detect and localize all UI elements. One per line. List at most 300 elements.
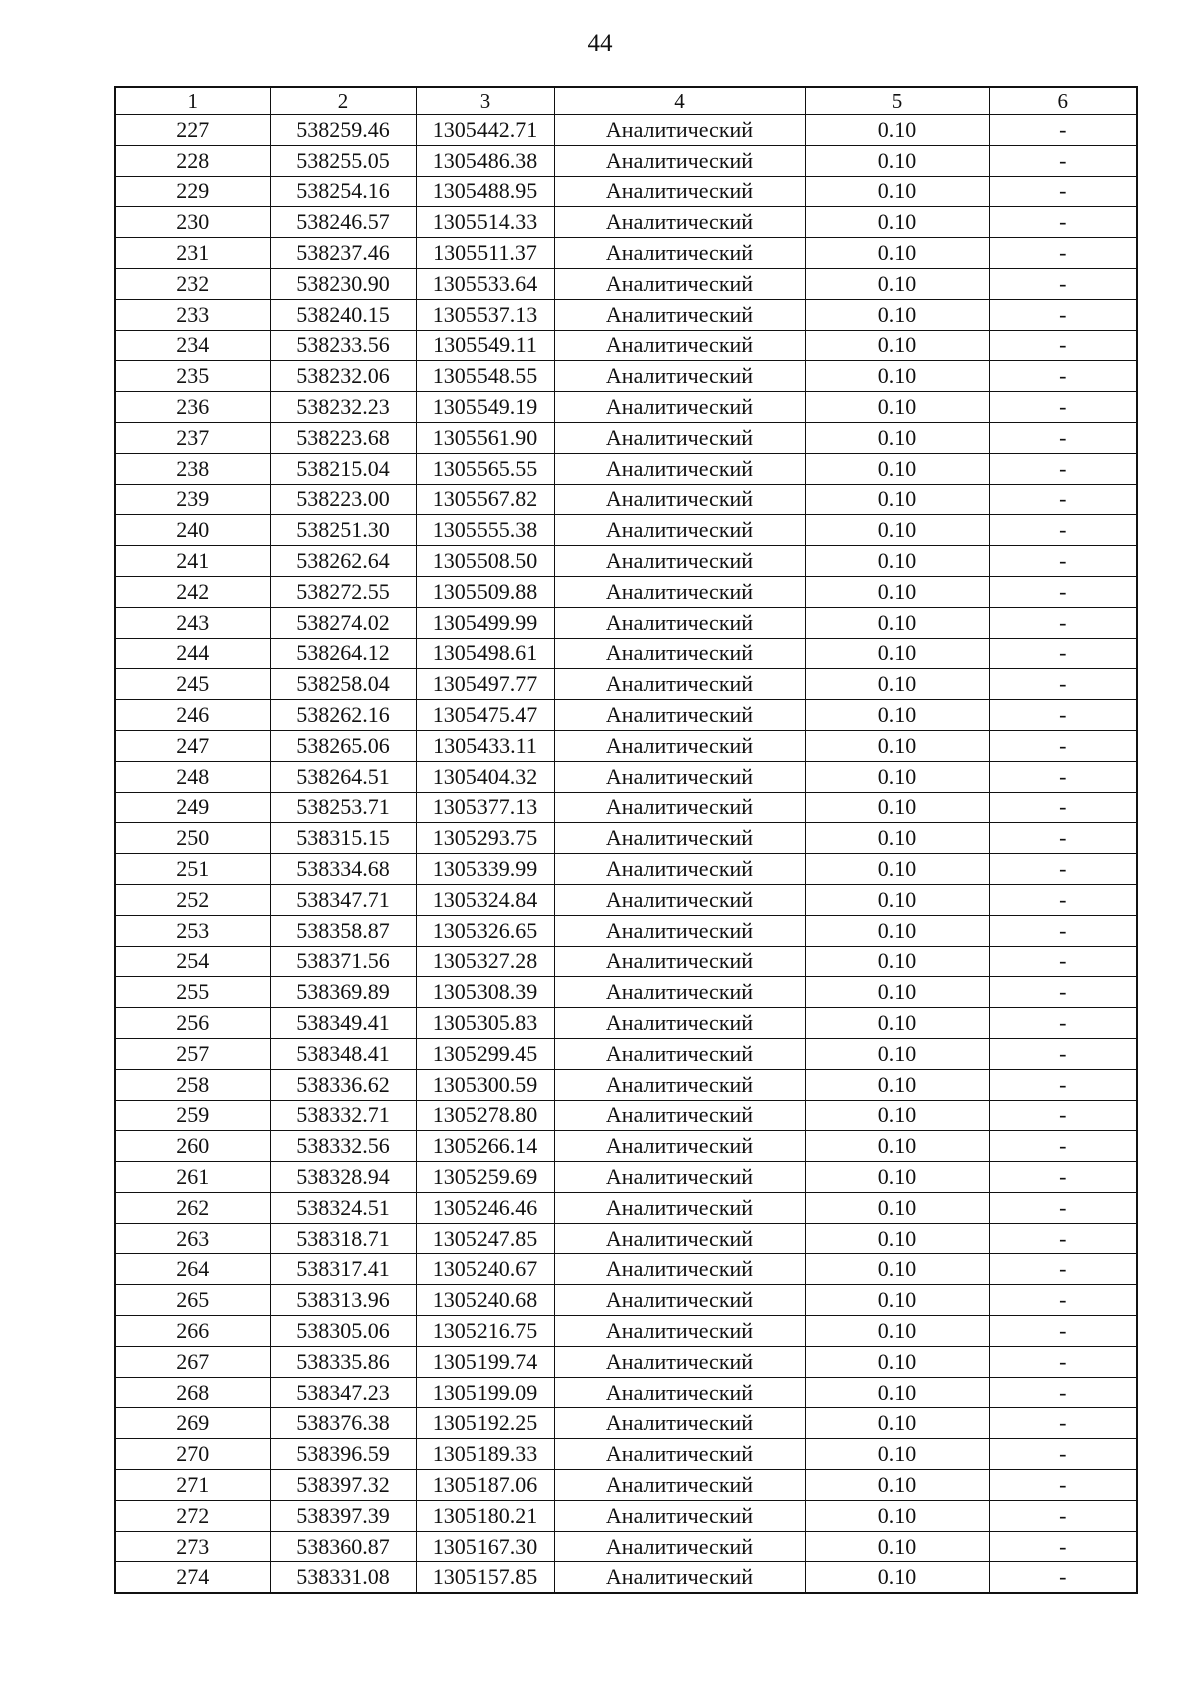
accuracy-cell: 0.10	[805, 238, 989, 269]
y-coordinate-cell: 1305180.21	[416, 1500, 554, 1531]
point-number-cell: 248	[115, 761, 270, 792]
table-row	[115, 361, 1137, 392]
point-number-cell: 237	[115, 422, 270, 453]
x-coordinate-cell: 538360.87	[270, 1531, 416, 1562]
note-cell: -	[989, 607, 1137, 638]
accuracy-cell: 0.10	[805, 1346, 989, 1377]
table-row	[115, 546, 1137, 577]
point-number-cell: 242	[115, 576, 270, 607]
y-coordinate-cell: 1305199.74	[416, 1346, 554, 1377]
note-cell: -	[989, 1500, 1137, 1531]
note-cell: -	[989, 1223, 1137, 1254]
table-row	[115, 1470, 1137, 1501]
accuracy-cell: 0.10	[805, 1254, 989, 1285]
table-row	[115, 299, 1137, 330]
x-coordinate-cell: 538397.32	[270, 1470, 416, 1501]
accuracy-cell: 0.10	[805, 176, 989, 207]
table-row	[115, 1377, 1137, 1408]
accuracy-cell: 0.10	[805, 854, 989, 885]
x-coordinate-cell: 538223.68	[270, 422, 416, 453]
accuracy-cell: 0.10	[805, 1069, 989, 1100]
x-coordinate-cell: 538230.90	[270, 268, 416, 299]
accuracy-cell: 0.10	[805, 700, 989, 731]
note-cell: -	[989, 823, 1137, 854]
table-row	[115, 669, 1137, 700]
y-coordinate-cell: 1305404.32	[416, 761, 554, 792]
point-number-cell: 262	[115, 1192, 270, 1223]
accuracy-cell: 0.10	[805, 515, 989, 546]
y-coordinate-cell: 1305549.11	[416, 330, 554, 361]
table-row	[115, 422, 1137, 453]
accuracy-cell: 0.10	[805, 1408, 989, 1439]
accuracy-cell: 0.10	[805, 1223, 989, 1254]
note-cell: -	[989, 792, 1137, 823]
method-cell: Аналитический	[554, 1470, 805, 1501]
y-coordinate-cell: 1305555.38	[416, 515, 554, 546]
table-row	[115, 854, 1137, 885]
point-number-cell: 249	[115, 792, 270, 823]
point-number-cell: 253	[115, 915, 270, 946]
y-coordinate-cell: 1305266.14	[416, 1131, 554, 1162]
accuracy-cell: 0.10	[805, 1100, 989, 1131]
x-coordinate-cell: 538215.04	[270, 453, 416, 484]
table-row	[115, 700, 1137, 731]
note-cell: -	[989, 238, 1137, 269]
x-coordinate-cell: 538246.57	[270, 207, 416, 238]
x-coordinate-cell: 538328.94	[270, 1162, 416, 1193]
note-cell: -	[989, 1131, 1137, 1162]
column-header-3: 3	[416, 87, 554, 115]
method-cell: Аналитический	[554, 484, 805, 515]
point-number-cell: 240	[115, 515, 270, 546]
accuracy-cell: 0.10	[805, 299, 989, 330]
y-coordinate-cell: 1305189.33	[416, 1439, 554, 1470]
x-coordinate-cell: 538259.46	[270, 115, 416, 146]
method-cell: Аналитический	[554, 638, 805, 669]
x-coordinate-cell: 538313.96	[270, 1285, 416, 1316]
accuracy-cell: 0.10	[805, 1285, 989, 1316]
y-coordinate-cell: 1305486.38	[416, 145, 554, 176]
table-row	[115, 1008, 1137, 1039]
method-cell: Аналитический	[554, 1223, 805, 1254]
column-header-5: 5	[805, 87, 989, 115]
x-coordinate-cell: 538272.55	[270, 576, 416, 607]
x-coordinate-cell: 538254.16	[270, 176, 416, 207]
y-coordinate-cell: 1305511.37	[416, 238, 554, 269]
point-number-cell: 247	[115, 730, 270, 761]
y-coordinate-cell: 1305533.64	[416, 268, 554, 299]
y-coordinate-cell: 1305433.11	[416, 730, 554, 761]
accuracy-cell: 0.10	[805, 730, 989, 761]
x-coordinate-cell: 538253.71	[270, 792, 416, 823]
point-number-cell: 241	[115, 546, 270, 577]
method-cell: Аналитический	[554, 299, 805, 330]
column-header-1: 1	[115, 87, 270, 115]
x-coordinate-cell: 538237.46	[270, 238, 416, 269]
method-cell: Аналитический	[554, 1192, 805, 1223]
x-coordinate-cell: 538255.05	[270, 145, 416, 176]
point-number-cell: 244	[115, 638, 270, 669]
point-number-cell: 270	[115, 1439, 270, 1470]
accuracy-cell: 0.10	[805, 1008, 989, 1039]
table-row	[115, 515, 1137, 546]
table-row	[115, 1500, 1137, 1531]
method-cell: Аналитический	[554, 1008, 805, 1039]
method-cell: Аналитический	[554, 669, 805, 700]
accuracy-cell: 0.10	[805, 546, 989, 577]
note-cell: -	[989, 1038, 1137, 1069]
table-row	[115, 730, 1137, 761]
method-cell: Аналитический	[554, 1285, 805, 1316]
method-cell: Аналитический	[554, 546, 805, 577]
x-coordinate-cell: 538335.86	[270, 1346, 416, 1377]
table-row	[115, 638, 1137, 669]
x-coordinate-cell: 538262.16	[270, 700, 416, 731]
table-row	[115, 1069, 1137, 1100]
method-cell: Аналитический	[554, 1531, 805, 1562]
note-cell: -	[989, 1408, 1137, 1439]
method-cell: Аналитический	[554, 854, 805, 885]
table-row	[115, 977, 1137, 1008]
method-cell: Аналитический	[554, 1562, 805, 1593]
x-coordinate-cell: 538336.62	[270, 1069, 416, 1100]
x-coordinate-cell: 538240.15	[270, 299, 416, 330]
accuracy-cell: 0.10	[805, 1439, 989, 1470]
note-cell: -	[989, 1162, 1137, 1193]
point-number-cell: 234	[115, 330, 270, 361]
point-number-cell: 229	[115, 176, 270, 207]
method-cell: Аналитический	[554, 1100, 805, 1131]
point-number-cell: 245	[115, 669, 270, 700]
accuracy-cell: 0.10	[805, 1470, 989, 1501]
accuracy-cell: 0.10	[805, 330, 989, 361]
column-header-2: 2	[270, 87, 416, 115]
y-coordinate-cell: 1305305.83	[416, 1008, 554, 1039]
y-coordinate-cell: 1305509.88	[416, 576, 554, 607]
table-row	[115, 1100, 1137, 1131]
note-cell: -	[989, 1439, 1137, 1470]
note-cell: -	[989, 854, 1137, 885]
method-cell: Аналитический	[554, 176, 805, 207]
y-coordinate-cell: 1305300.59	[416, 1069, 554, 1100]
method-cell: Аналитический	[554, 730, 805, 761]
table-row	[115, 1408, 1137, 1439]
y-coordinate-cell: 1305475.47	[416, 700, 554, 731]
y-coordinate-cell: 1305488.95	[416, 176, 554, 207]
table-row	[115, 761, 1137, 792]
x-coordinate-cell: 538358.87	[270, 915, 416, 946]
x-coordinate-cell: 538258.04	[270, 669, 416, 700]
point-number-cell: 269	[115, 1408, 270, 1439]
y-coordinate-cell: 1305157.85	[416, 1562, 554, 1593]
method-cell: Аналитический	[554, 330, 805, 361]
x-coordinate-cell: 538251.30	[270, 515, 416, 546]
table-row	[115, 330, 1137, 361]
x-coordinate-cell: 538318.71	[270, 1223, 416, 1254]
table-body	[115, 115, 1137, 1594]
table-row	[115, 792, 1137, 823]
table-row	[115, 576, 1137, 607]
table-row	[115, 1285, 1137, 1316]
note-cell: -	[989, 1316, 1137, 1347]
table-row	[115, 946, 1137, 977]
point-number-cell: 235	[115, 361, 270, 392]
method-cell: Аналитический	[554, 792, 805, 823]
table-row	[115, 453, 1137, 484]
y-coordinate-cell: 1305167.30	[416, 1531, 554, 1562]
accuracy-cell: 0.10	[805, 977, 989, 1008]
point-number-cell: 263	[115, 1223, 270, 1254]
x-coordinate-cell: 538264.12	[270, 638, 416, 669]
x-coordinate-cell: 538397.39	[270, 1500, 416, 1531]
x-coordinate-cell: 538262.64	[270, 546, 416, 577]
column-header-4: 4	[554, 87, 805, 115]
method-cell: Аналитический	[554, 1038, 805, 1069]
y-coordinate-cell: 1305537.13	[416, 299, 554, 330]
accuracy-cell: 0.10	[805, 268, 989, 299]
note-cell: -	[989, 1069, 1137, 1100]
table-row	[115, 1439, 1137, 1470]
method-cell: Аналитический	[554, 1500, 805, 1531]
point-number-cell: 232	[115, 268, 270, 299]
y-coordinate-cell: 1305187.06	[416, 1470, 554, 1501]
x-coordinate-cell: 538334.68	[270, 854, 416, 885]
note-cell: -	[989, 915, 1137, 946]
method-cell: Аналитический	[554, 946, 805, 977]
y-coordinate-cell: 1305565.55	[416, 453, 554, 484]
table-row	[115, 484, 1137, 515]
table-row	[115, 115, 1137, 146]
point-number-cell: 272	[115, 1500, 270, 1531]
table-row	[115, 238, 1137, 269]
point-number-cell: 256	[115, 1008, 270, 1039]
method-cell: Аналитический	[554, 1162, 805, 1193]
point-number-cell: 231	[115, 238, 270, 269]
method-cell: Аналитический	[554, 576, 805, 607]
method-cell: Аналитический	[554, 392, 805, 423]
y-coordinate-cell: 1305508.50	[416, 546, 554, 577]
point-number-cell: 252	[115, 884, 270, 915]
table-row	[115, 207, 1137, 238]
accuracy-cell: 0.10	[805, 207, 989, 238]
x-coordinate-cell: 538274.02	[270, 607, 416, 638]
y-coordinate-cell: 1305246.46	[416, 1192, 554, 1223]
point-number-cell: 236	[115, 392, 270, 423]
note-cell: -	[989, 207, 1137, 238]
point-number-cell: 257	[115, 1038, 270, 1069]
accuracy-cell: 0.10	[805, 884, 989, 915]
table-row	[115, 607, 1137, 638]
table-row	[115, 392, 1137, 423]
table-row	[115, 915, 1137, 946]
accuracy-cell: 0.10	[805, 792, 989, 823]
point-number-cell: 258	[115, 1069, 270, 1100]
y-coordinate-cell: 1305278.80	[416, 1100, 554, 1131]
y-coordinate-cell: 1305240.68	[416, 1285, 554, 1316]
note-cell: -	[989, 453, 1137, 484]
y-coordinate-cell: 1305339.99	[416, 854, 554, 885]
note-cell: -	[989, 576, 1137, 607]
note-cell: -	[989, 1100, 1137, 1131]
note-cell: -	[989, 330, 1137, 361]
y-coordinate-cell: 1305308.39	[416, 977, 554, 1008]
x-coordinate-cell: 538347.71	[270, 884, 416, 915]
point-number-cell: 271	[115, 1470, 270, 1501]
method-cell: Аналитический	[554, 1069, 805, 1100]
x-coordinate-cell: 538324.51	[270, 1192, 416, 1223]
method-cell: Аналитический	[554, 115, 805, 146]
method-cell: Аналитический	[554, 1254, 805, 1285]
accuracy-cell: 0.10	[805, 607, 989, 638]
table-row	[115, 1038, 1137, 1069]
point-number-cell: 255	[115, 977, 270, 1008]
y-coordinate-cell: 1305377.13	[416, 792, 554, 823]
note-cell: -	[989, 946, 1137, 977]
point-number-cell: 259	[115, 1100, 270, 1131]
x-coordinate-cell: 538349.41	[270, 1008, 416, 1039]
accuracy-cell: 0.10	[805, 946, 989, 977]
point-number-cell: 228	[115, 145, 270, 176]
point-number-cell: 273	[115, 1531, 270, 1562]
point-number-cell: 266	[115, 1316, 270, 1347]
page-number: 44	[587, 30, 613, 57]
point-number-cell: 261	[115, 1162, 270, 1193]
accuracy-cell: 0.10	[805, 1131, 989, 1162]
table-row	[115, 1192, 1137, 1223]
x-coordinate-cell: 538332.71	[270, 1100, 416, 1131]
point-number-cell: 268	[115, 1377, 270, 1408]
method-cell: Аналитический	[554, 207, 805, 238]
y-coordinate-cell: 1305326.65	[416, 915, 554, 946]
y-coordinate-cell: 1305216.75	[416, 1316, 554, 1347]
method-cell: Аналитический	[554, 1408, 805, 1439]
accuracy-cell: 0.10	[805, 1531, 989, 1562]
y-coordinate-cell: 1305497.77	[416, 669, 554, 700]
note-cell: -	[989, 1285, 1137, 1316]
x-coordinate-cell: 538265.06	[270, 730, 416, 761]
x-coordinate-cell: 538331.08	[270, 1562, 416, 1593]
x-coordinate-cell: 538232.23	[270, 392, 416, 423]
x-coordinate-cell: 538317.41	[270, 1254, 416, 1285]
accuracy-cell: 0.10	[805, 392, 989, 423]
accuracy-cell: 0.10	[805, 1500, 989, 1531]
table-row	[115, 1223, 1137, 1254]
y-coordinate-cell: 1305514.33	[416, 207, 554, 238]
note-cell: -	[989, 484, 1137, 515]
note-cell: -	[989, 145, 1137, 176]
accuracy-cell: 0.10	[805, 638, 989, 669]
column-header-6: 6	[989, 87, 1137, 115]
method-cell: Аналитический	[554, 607, 805, 638]
method-cell: Аналитический	[554, 761, 805, 792]
point-number-cell: 227	[115, 115, 270, 146]
note-cell: -	[989, 638, 1137, 669]
table-row	[115, 1346, 1137, 1377]
y-coordinate-cell: 1305192.25	[416, 1408, 554, 1439]
point-number-cell: 250	[115, 823, 270, 854]
accuracy-cell: 0.10	[805, 145, 989, 176]
note-cell: -	[989, 1192, 1137, 1223]
note-cell: -	[989, 392, 1137, 423]
note-cell: -	[989, 730, 1137, 761]
accuracy-cell: 0.10	[805, 823, 989, 854]
y-coordinate-cell: 1305561.90	[416, 422, 554, 453]
accuracy-cell: 0.10	[805, 669, 989, 700]
x-coordinate-cell: 538396.59	[270, 1439, 416, 1470]
y-coordinate-cell: 1305549.19	[416, 392, 554, 423]
table-row	[115, 1531, 1137, 1562]
y-coordinate-cell: 1305247.85	[416, 1223, 554, 1254]
y-coordinate-cell: 1305293.75	[416, 823, 554, 854]
method-cell: Аналитический	[554, 1439, 805, 1470]
accuracy-cell: 0.10	[805, 453, 989, 484]
note-cell: -	[989, 884, 1137, 915]
accuracy-cell: 0.10	[805, 484, 989, 515]
table-row	[115, 1562, 1137, 1593]
y-coordinate-cell: 1305327.28	[416, 946, 554, 977]
accuracy-cell: 0.10	[805, 1162, 989, 1193]
method-cell: Аналитический	[554, 700, 805, 731]
note-cell: -	[989, 669, 1137, 700]
method-cell: Аналитический	[554, 1316, 805, 1347]
accuracy-cell: 0.10	[805, 1316, 989, 1347]
accuracy-cell: 0.10	[805, 361, 989, 392]
table-row	[115, 268, 1137, 299]
accuracy-cell: 0.10	[805, 422, 989, 453]
x-coordinate-cell: 538376.38	[270, 1408, 416, 1439]
note-cell: -	[989, 268, 1137, 299]
y-coordinate-cell: 1305442.71	[416, 115, 554, 146]
table-row	[115, 884, 1137, 915]
table-row	[115, 176, 1137, 207]
note-cell: -	[989, 176, 1137, 207]
x-coordinate-cell: 538305.06	[270, 1316, 416, 1347]
point-number-cell: 264	[115, 1254, 270, 1285]
method-cell: Аналитический	[554, 915, 805, 946]
note-cell: -	[989, 1377, 1137, 1408]
accuracy-cell: 0.10	[805, 115, 989, 146]
x-coordinate-cell: 538315.15	[270, 823, 416, 854]
note-cell: -	[989, 977, 1137, 1008]
table-row	[115, 145, 1137, 176]
x-coordinate-cell: 538348.41	[270, 1038, 416, 1069]
point-number-cell: 254	[115, 946, 270, 977]
note-cell: -	[989, 1562, 1137, 1593]
method-cell: Аналитический	[554, 515, 805, 546]
y-coordinate-cell: 1305299.45	[416, 1038, 554, 1069]
table-row	[115, 1316, 1137, 1347]
method-cell: Аналитический	[554, 823, 805, 854]
note-cell: -	[989, 700, 1137, 731]
y-coordinate-cell: 1305324.84	[416, 884, 554, 915]
header-row	[115, 87, 1137, 115]
note-cell: -	[989, 1470, 1137, 1501]
note-cell: -	[989, 546, 1137, 577]
point-number-cell: 246	[115, 700, 270, 731]
accuracy-cell: 0.10	[805, 1038, 989, 1069]
x-coordinate-cell: 538233.56	[270, 330, 416, 361]
method-cell: Аналитический	[554, 268, 805, 299]
x-coordinate-cell: 538332.56	[270, 1131, 416, 1162]
point-number-cell: 260	[115, 1131, 270, 1162]
accuracy-cell: 0.10	[805, 1192, 989, 1223]
method-cell: Аналитический	[554, 453, 805, 484]
table-row	[115, 1162, 1137, 1193]
coordinates-table	[114, 86, 1138, 1594]
note-cell: -	[989, 515, 1137, 546]
point-number-cell: 274	[115, 1562, 270, 1593]
accuracy-cell: 0.10	[805, 761, 989, 792]
